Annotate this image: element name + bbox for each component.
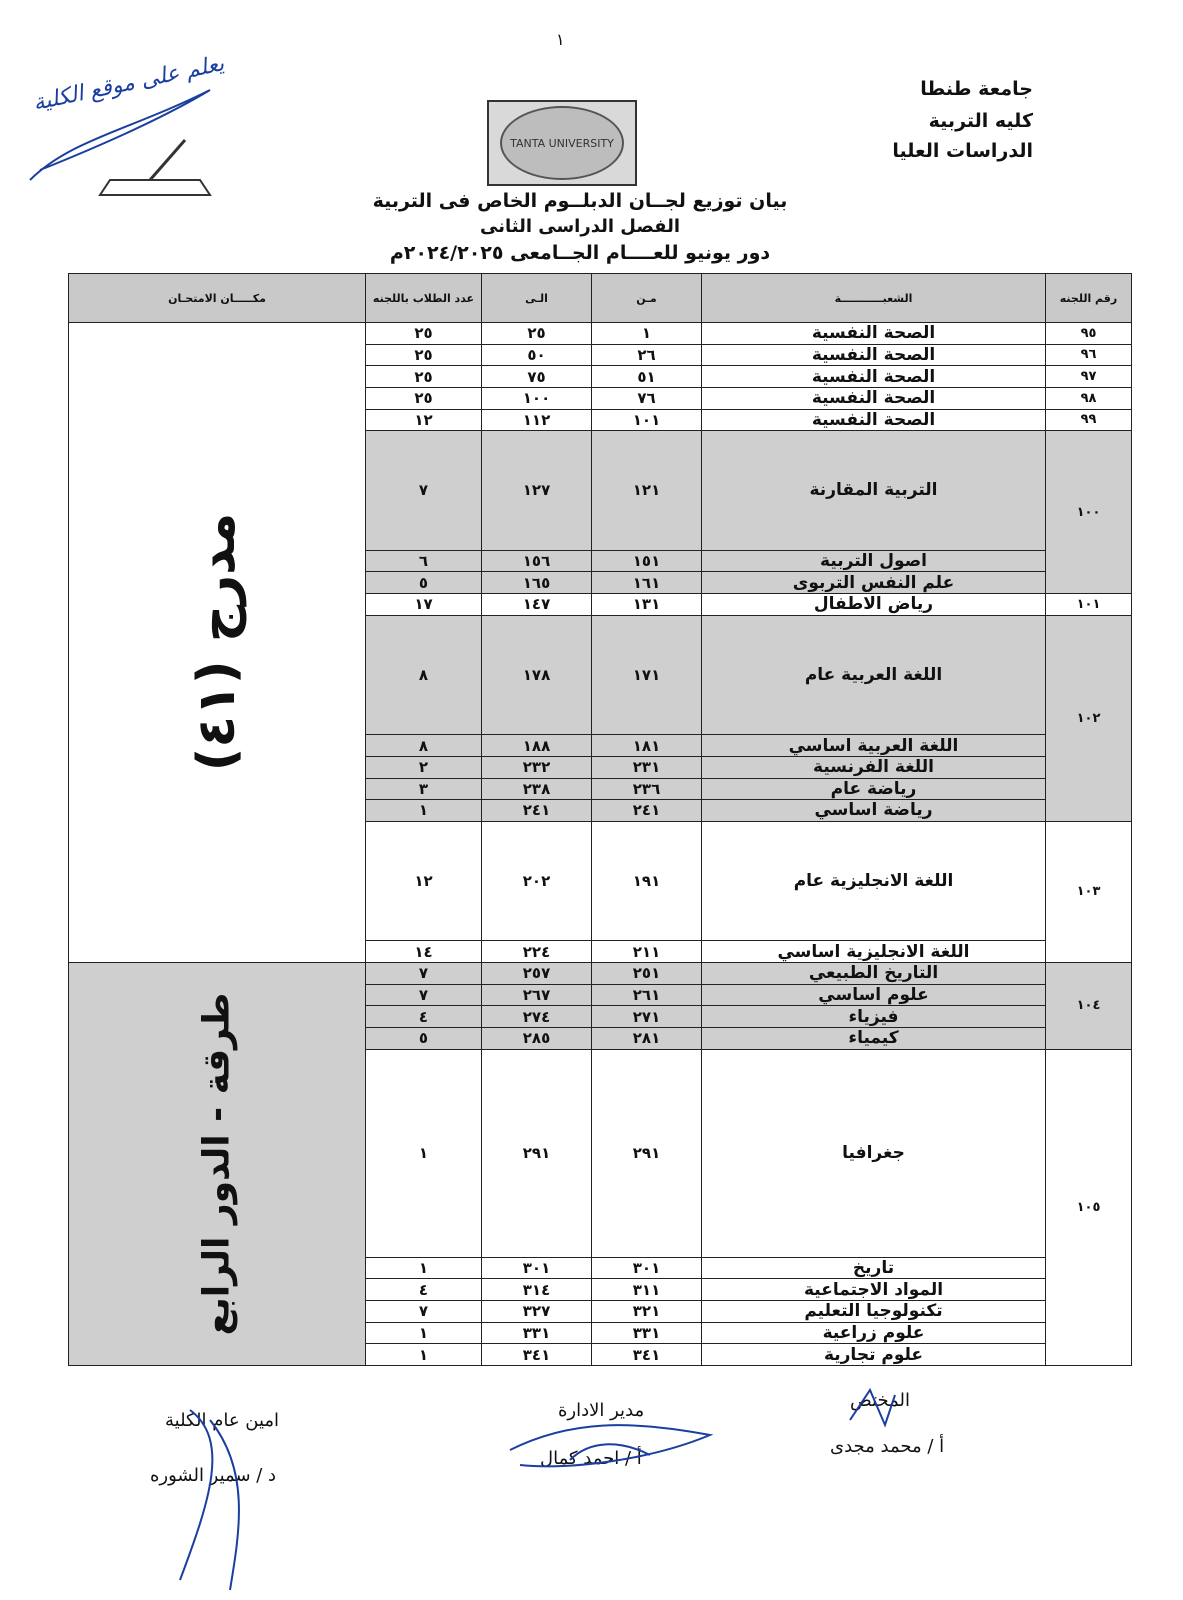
count-cell: ٦ bbox=[366, 550, 482, 572]
subject-cell: الصحة النفسية bbox=[702, 366, 1046, 388]
count-cell: ٢٥ bbox=[366, 323, 482, 345]
exam-place-corridor-text: طرقة - الدور الرابع bbox=[196, 992, 238, 1336]
subject-cell: رياضة عام bbox=[702, 778, 1046, 800]
from-cell: ٢٨١ bbox=[592, 1027, 702, 1049]
subject-cell: اللغة الانجليزية عام bbox=[702, 821, 1046, 941]
handwritten-note-text: يعلم على موقع الكلية bbox=[30, 51, 227, 117]
from-cell: ٣٠١ bbox=[592, 1257, 702, 1279]
to-cell: ٣١٤ bbox=[482, 1279, 592, 1301]
subject-cell: اللغة العربية عام bbox=[702, 615, 1046, 735]
to-cell: ١١٢ bbox=[482, 409, 592, 431]
page-number: ١ bbox=[556, 30, 565, 49]
to-cell: ٣٣١ bbox=[482, 1322, 592, 1344]
count-cell: ٧ bbox=[366, 1301, 482, 1323]
to-cell: ١٦٥ bbox=[482, 572, 592, 594]
count-cell: ٧ bbox=[366, 431, 482, 551]
subject-cell: رياض الاطفال bbox=[702, 594, 1046, 616]
to-cell: ٢٣٢ bbox=[482, 756, 592, 778]
subject-cell: جغرافيا bbox=[702, 1049, 1046, 1257]
count-cell: ٤ bbox=[366, 1279, 482, 1301]
count-cell: ١ bbox=[366, 1049, 482, 1257]
subject-cell: التربية المقارنة bbox=[702, 431, 1046, 551]
from-cell: ٣٤١ bbox=[592, 1344, 702, 1366]
committee-cell: ١٠٠ bbox=[1046, 431, 1132, 594]
subject-cell: التاريخ الطبيعي bbox=[702, 962, 1046, 984]
from-cell: ٢٤١ bbox=[592, 800, 702, 822]
exam-place-hall-text: مدرج (٤١) bbox=[187, 513, 247, 772]
director-name: أ / احمد كمال bbox=[540, 1448, 642, 1469]
to-cell: ١٢٧ bbox=[482, 431, 592, 551]
specialist-name: أ / محمد مجدى bbox=[830, 1436, 945, 1457]
count-cell: ٤ bbox=[366, 1006, 482, 1028]
subject-cell: تكنولوجيا التعليم bbox=[702, 1301, 1046, 1323]
from-cell: ١٩١ bbox=[592, 821, 702, 941]
to-cell: ٢٠٢ bbox=[482, 821, 592, 941]
from-cell: ٣٣١ bbox=[592, 1322, 702, 1344]
subject-cell: علوم تجارية bbox=[702, 1344, 1046, 1366]
from-cell: ١ bbox=[592, 323, 702, 345]
to-cell: ١٨٨ bbox=[482, 735, 592, 757]
committee-cell: ٩٩ bbox=[1046, 409, 1132, 431]
subject-cell: علوم زراعية bbox=[702, 1322, 1046, 1344]
count-cell: ١٢ bbox=[366, 409, 482, 431]
count-cell: ١ bbox=[366, 1257, 482, 1279]
subject-cell: فيزياء bbox=[702, 1006, 1046, 1028]
from-cell: ٢٦١ bbox=[592, 984, 702, 1006]
committee-cell: ٩٧ bbox=[1046, 366, 1132, 388]
subject-cell: اللغة الانجليزية اساسي bbox=[702, 941, 1046, 963]
subject-cell: الصحة النفسية bbox=[702, 344, 1046, 366]
subject-cell: رياضة اساسي bbox=[702, 800, 1046, 822]
from-cell: ٧٦ bbox=[592, 387, 702, 409]
to-cell: ٢٧٤ bbox=[482, 1006, 592, 1028]
count-cell: ٧ bbox=[366, 962, 482, 984]
committee-cell: ٩٨ bbox=[1046, 387, 1132, 409]
count-cell: ٢٥ bbox=[366, 366, 482, 388]
to-cell: ٢٥٧ bbox=[482, 962, 592, 984]
handwritten-note-signature bbox=[10, 30, 250, 200]
exam-place-hall bbox=[69, 323, 366, 963]
from-cell: ١٨١ bbox=[592, 735, 702, 757]
count-cell: ١ bbox=[366, 1322, 482, 1344]
subject-cell: الصحة النفسية bbox=[702, 323, 1046, 345]
header-count: عدد الطلاب باللجنه bbox=[366, 274, 482, 323]
handwritten-signatures bbox=[150, 1380, 950, 1595]
committee-cell: ١٠٤ bbox=[1046, 962, 1132, 1049]
to-cell: ٣٤١ bbox=[482, 1344, 592, 1366]
from-cell: ٥١ bbox=[592, 366, 702, 388]
from-cell: ٢١١ bbox=[592, 941, 702, 963]
count-cell: ٥ bbox=[366, 572, 482, 594]
exam-place-corridor bbox=[69, 962, 366, 1365]
to-cell: ٢٨٥ bbox=[482, 1027, 592, 1049]
count-cell: ٢٥ bbox=[366, 344, 482, 366]
to-cell: ٢٩١ bbox=[482, 1049, 592, 1257]
to-cell: ٢٢٤ bbox=[482, 941, 592, 963]
count-cell: ٢٥ bbox=[366, 387, 482, 409]
subject-cell: علم النفس التربوى bbox=[702, 572, 1046, 594]
university-name: جامعة طنطا bbox=[920, 78, 1033, 100]
from-cell: ٢٣٦ bbox=[592, 778, 702, 800]
committee-cell: ٩٥ bbox=[1046, 323, 1132, 345]
count-cell: ٢ bbox=[366, 756, 482, 778]
committee-cell: ١٠١ bbox=[1046, 594, 1132, 616]
committee-cell: ١٠٣ bbox=[1046, 821, 1132, 962]
from-cell: ١٠١ bbox=[592, 409, 702, 431]
to-cell: ٢٥ bbox=[482, 323, 592, 345]
to-cell: ١٥٦ bbox=[482, 550, 592, 572]
subject-cell: تاريخ bbox=[702, 1257, 1046, 1279]
from-cell: ١٣١ bbox=[592, 594, 702, 616]
to-cell: ٣٠١ bbox=[482, 1257, 592, 1279]
committee-cell: ١٠٥ bbox=[1046, 1049, 1132, 1365]
from-cell: ٢٥١ bbox=[592, 962, 702, 984]
from-cell: ١٥١ bbox=[592, 550, 702, 572]
subject-cell: الصحة النفسية bbox=[702, 409, 1046, 431]
count-cell: ٥ bbox=[366, 1027, 482, 1049]
secretary-name: د / سمير الشوره bbox=[150, 1465, 277, 1486]
logo-emblem: TANTA UNIVERSITY bbox=[500, 106, 624, 180]
title-line-1: بيان توزيع لجــان الدبلــوم الخاص فى التربية bbox=[372, 190, 788, 212]
from-cell: ٣١١ bbox=[592, 1279, 702, 1301]
from-cell: ٢٧١ bbox=[592, 1006, 702, 1028]
title-line-3: دور يونيو للعــــام الجــامعى ٢٠٢٤/٢٠٢٥م bbox=[389, 242, 771, 264]
table-header-row bbox=[69, 274, 1132, 323]
subject-cell: اللغة الفرنسية bbox=[702, 756, 1046, 778]
to-cell: ٧٥ bbox=[482, 366, 592, 388]
specialist-title: المختص bbox=[850, 1390, 910, 1411]
to-cell: ١٧٨ bbox=[482, 615, 592, 735]
table-row bbox=[69, 962, 1132, 984]
count-cell: ١٧ bbox=[366, 594, 482, 616]
from-cell: ١٦١ bbox=[592, 572, 702, 594]
from-cell: ١٧١ bbox=[592, 615, 702, 735]
from-cell: ٢٩١ bbox=[592, 1049, 702, 1257]
header-place: مكـــــان الامتحـان bbox=[69, 274, 366, 323]
count-cell: ٧ bbox=[366, 984, 482, 1006]
table-row bbox=[69, 323, 1132, 345]
department-name: الدراسات العليا bbox=[892, 140, 1033, 162]
to-cell: ٣٢٧ bbox=[482, 1301, 592, 1323]
faculty-name: كليه التربية bbox=[928, 110, 1033, 132]
count-cell: ٨ bbox=[366, 615, 482, 735]
from-cell: ٢٣١ bbox=[592, 756, 702, 778]
header-committee: رقم اللجنه bbox=[1046, 274, 1132, 323]
subject-cell: المواد الاجتماعية bbox=[702, 1279, 1046, 1301]
from-cell: ٣٢١ bbox=[592, 1301, 702, 1323]
subject-cell: اللغة العربية اساسي bbox=[702, 735, 1046, 757]
subject-cell: اصول التربية bbox=[702, 550, 1046, 572]
to-cell: ٢٦٧ bbox=[482, 984, 592, 1006]
header-to: الـى bbox=[482, 274, 592, 323]
committee-cell: ٩٦ bbox=[1046, 344, 1132, 366]
to-cell: ١٤٧ bbox=[482, 594, 592, 616]
count-cell: ١٢ bbox=[366, 821, 482, 941]
count-cell: ٨ bbox=[366, 735, 482, 757]
secretary-title: امين عام الكلية bbox=[165, 1410, 280, 1431]
header-subject: الشعبـــــــــــة bbox=[702, 274, 1046, 323]
subject-cell: الصحة النفسية bbox=[702, 387, 1046, 409]
count-cell: ١٤ bbox=[366, 941, 482, 963]
to-cell: ٢٤١ bbox=[482, 800, 592, 822]
title-line-2: الفصل الدراسى الثانى bbox=[480, 216, 680, 237]
subject-cell: علوم اساسي bbox=[702, 984, 1046, 1006]
committee-cell: ١٠٢ bbox=[1046, 615, 1132, 821]
from-cell: ١٢١ bbox=[592, 431, 702, 551]
to-cell: ١٠٠ bbox=[482, 387, 592, 409]
subject-cell: كيمياء bbox=[702, 1027, 1046, 1049]
to-cell: ٢٣٨ bbox=[482, 778, 592, 800]
from-cell: ٢٦ bbox=[592, 344, 702, 366]
committees-table bbox=[68, 273, 1132, 1366]
count-cell: ١ bbox=[366, 1344, 482, 1366]
count-cell: ١ bbox=[366, 800, 482, 822]
director-title: مدير الادارة bbox=[558, 1400, 645, 1421]
university-logo bbox=[487, 100, 637, 186]
to-cell: ٥٠ bbox=[482, 344, 592, 366]
count-cell: ٣ bbox=[366, 778, 482, 800]
header-from: مـن bbox=[592, 274, 702, 323]
